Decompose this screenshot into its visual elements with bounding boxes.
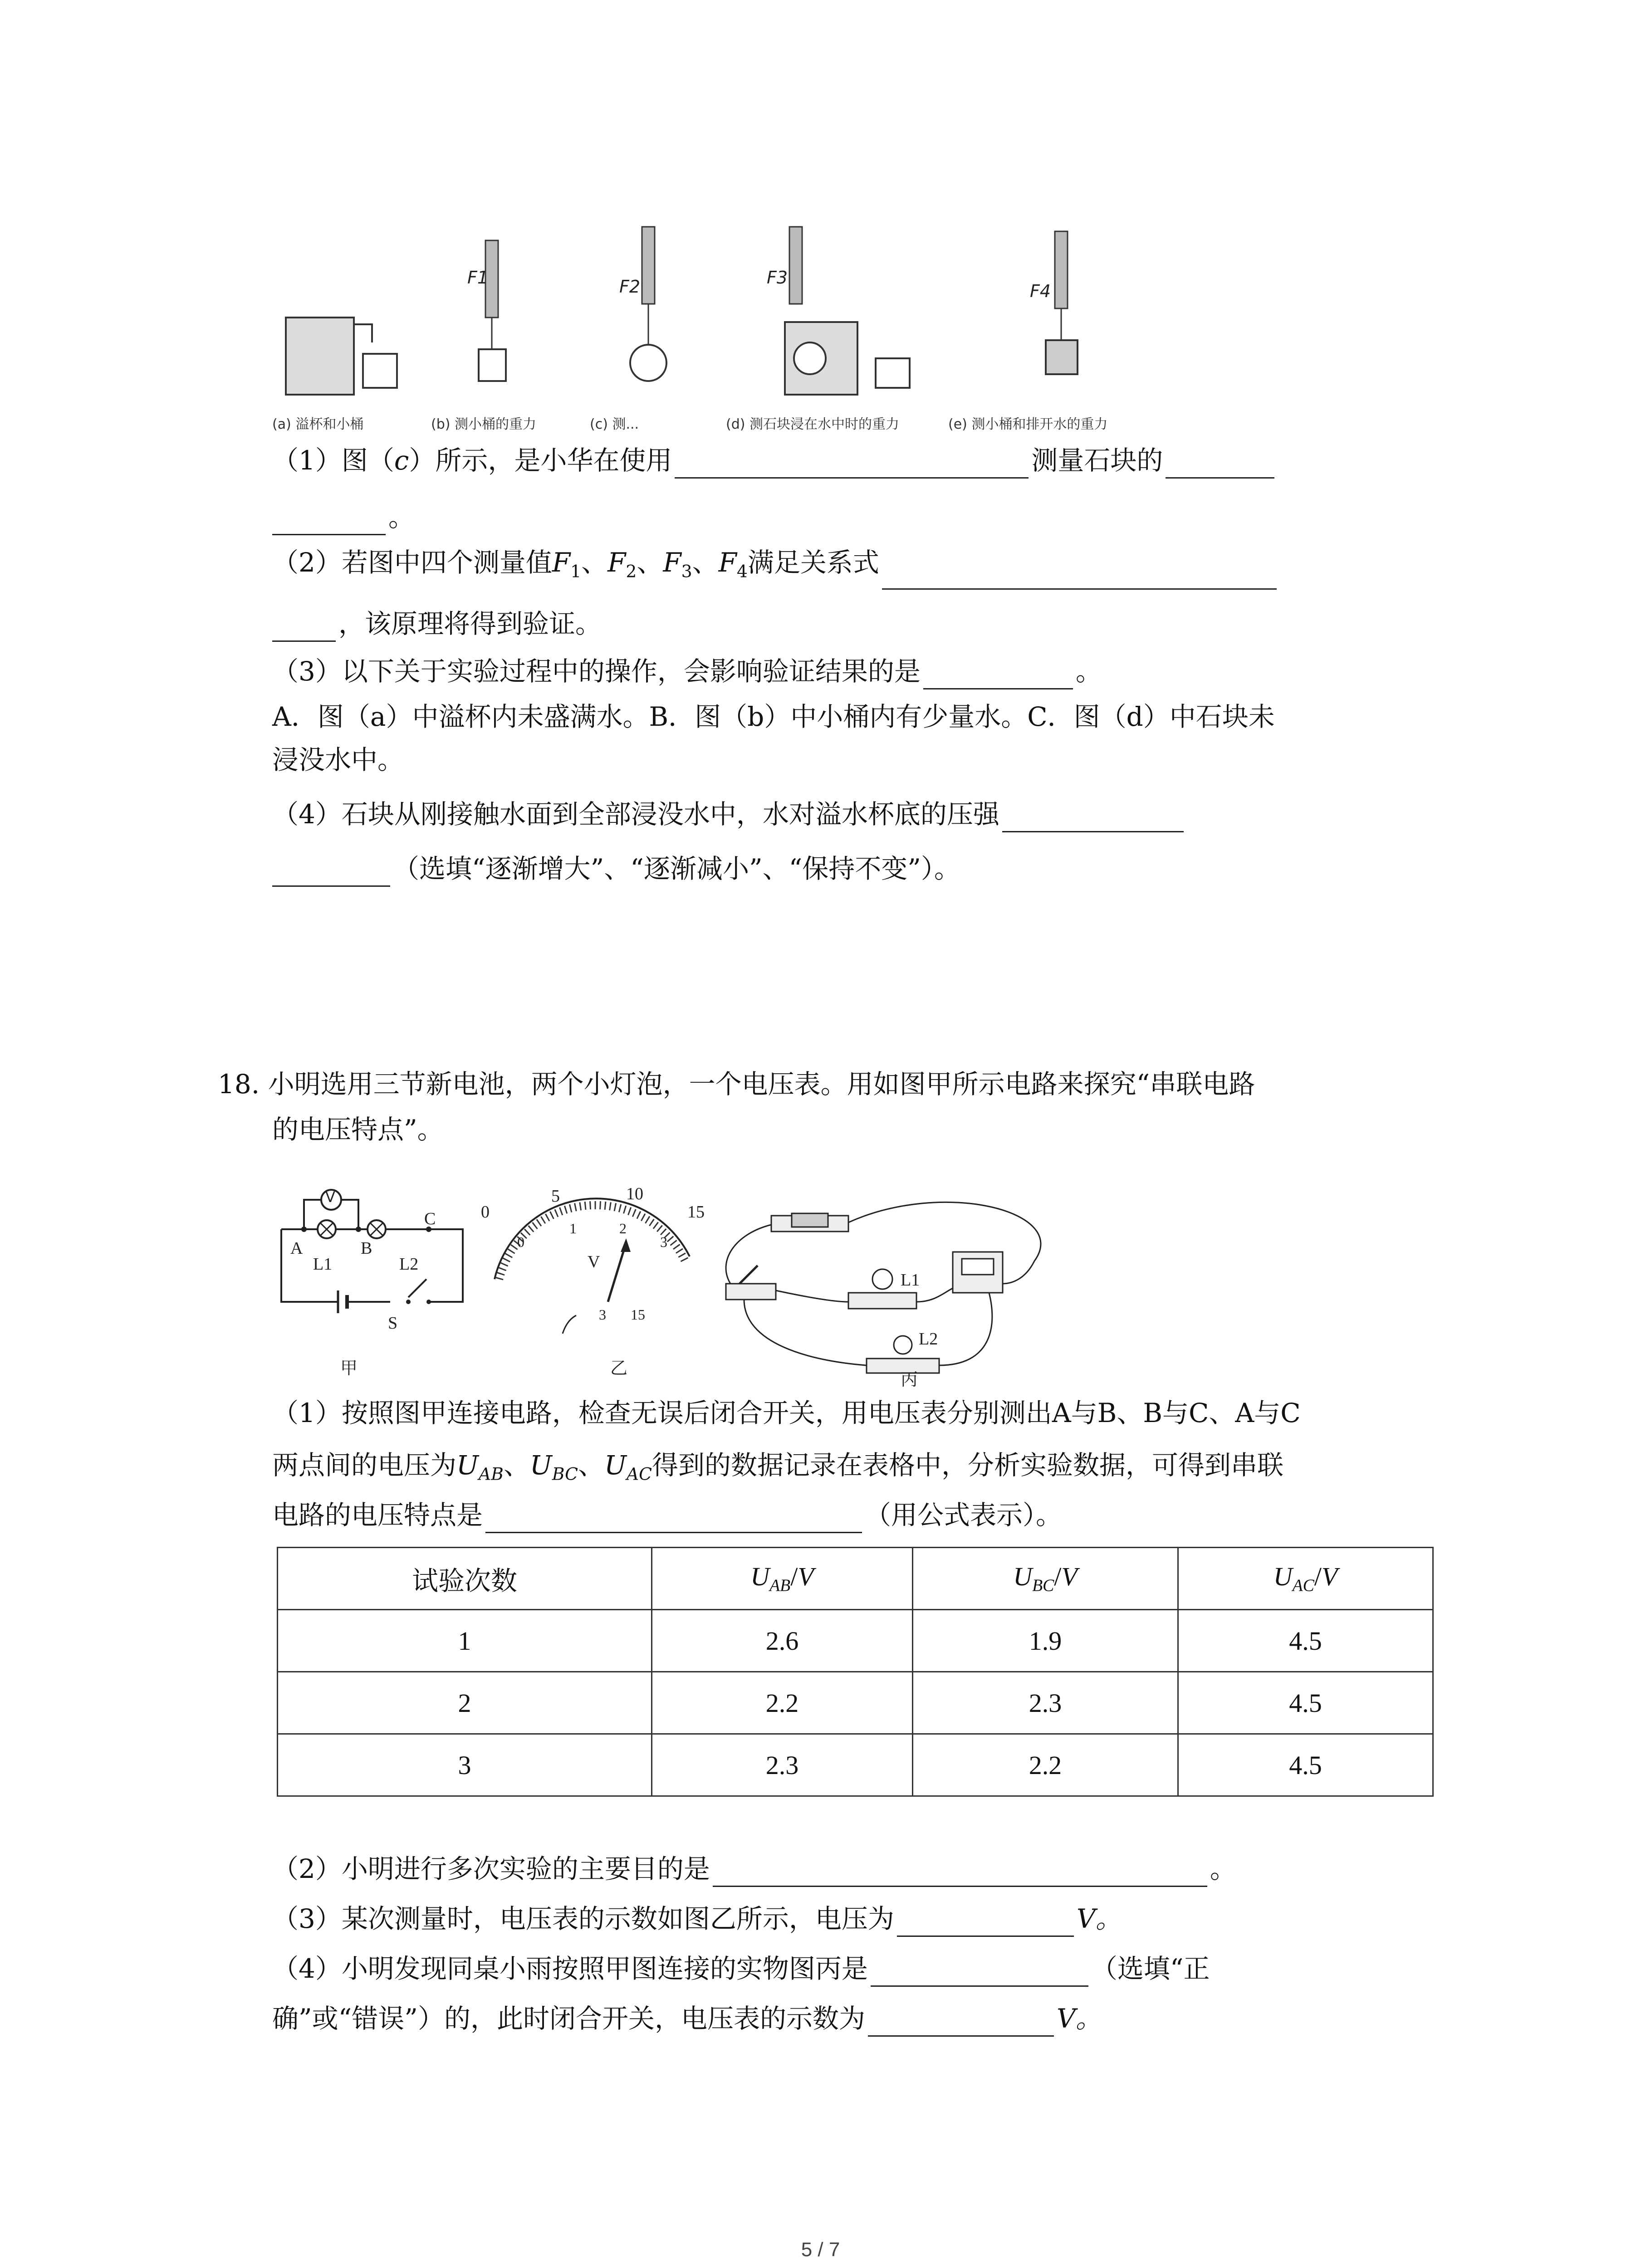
answer-blank[interactable] <box>272 613 336 642</box>
meter-unit: V <box>588 1252 600 1271</box>
page-number: 5 / 7 <box>801 2239 840 2261</box>
overflow-cup-a <box>286 318 397 395</box>
label-f1: F1 <box>467 268 489 288</box>
spring-scale-d <box>785 227 910 395</box>
table-cell: 2.3 <box>652 1734 913 1796</box>
circuit-label-l1: L1 <box>313 1255 333 1274</box>
q18-part4: （4）小明发现同桌小雨按照甲图连接的实物图丙是 （选填“正 <box>272 1950 1210 1987</box>
meter-tick-15: 15 <box>687 1202 705 1222</box>
data-table <box>277 1547 1434 1797</box>
answer-blank[interactable] <box>1166 450 1274 479</box>
answer-blank[interactable] <box>882 561 1277 590</box>
circuit-label-s: S <box>388 1314 398 1333</box>
meter-tick-5: 5 <box>551 1187 560 1206</box>
circuit-label-b: B <box>361 1239 372 1258</box>
answer-blank[interactable] <box>485 1505 862 1533</box>
answer-blank[interactable] <box>923 661 1073 689</box>
meter-terminal-15: 15 <box>631 1306 645 1323</box>
q17-part4-cont: （选填“逐渐增大”、“逐渐减小”、“保持不变”）。 <box>272 850 960 887</box>
caption-d: (d) 测石块浸在水中时的重力 <box>726 416 899 432</box>
answer-blank[interactable] <box>272 507 386 535</box>
header-uac: $U_{AC}/V$ <box>1178 1548 1433 1610</box>
q18-part1: （1）按照图甲连接电路，检查无误后闭合开关，用电压表分别测出A与B、B与C、A与C <box>272 1398 1301 1428</box>
caption-e: (e) 测小桶和排开水的重力 <box>948 416 1108 432</box>
table-row <box>278 1734 1433 1796</box>
table-cell: 2.3 <box>913 1672 1178 1734</box>
table-cell: 1 <box>278 1610 652 1672</box>
circuit-label-l2: L2 <box>399 1255 419 1274</box>
answer-blank[interactable] <box>868 2008 1054 2037</box>
caption-c: (c) 测... <box>590 416 639 432</box>
answer-blank[interactable] <box>272 858 390 887</box>
physical-label-l2: L2 <box>919 1330 938 1349</box>
table-cell: 4.5 <box>1178 1734 1433 1796</box>
table-header <box>278 1548 1433 1610</box>
q17-part3-options-cont: 浸没水中。 <box>272 744 404 775</box>
q18-part3: （3）某次测量时，电压表的示数如图乙所示，电压为 V。 <box>272 1901 1122 1937</box>
header-ubc: $U_{BC}/V$ <box>913 1548 1178 1610</box>
physical-circuit-bing <box>717 1193 1080 1374</box>
meter-sub-2: 2 <box>619 1220 627 1237</box>
label-f3: F3 <box>767 268 788 288</box>
circuit-label-v: V <box>325 1188 335 1206</box>
q17-part2: （2）若图中四个测量值$F_1$、$F_2$、$F_3$、$F_4$满足关系式 <box>272 544 1279 590</box>
spring-scale-b <box>479 240 506 381</box>
q18-stem-cont: 的电压特点”。 <box>272 1114 444 1145</box>
answer-blank[interactable] <box>1002 804 1184 832</box>
q18-stem: 18. 小明选用三节新电池，两个小灯泡，一个电压表。用如图甲所示电路来探究“串联电路 <box>218 1069 1255 1100</box>
answer-blank[interactable] <box>713 1858 1207 1887</box>
q17-part3-options: A．图（a）中溢杯内未盛满水。B．图（b）中小桶内有少量水。C．图（d）中石块未 <box>272 701 1275 732</box>
answer-blank[interactable] <box>675 450 1029 479</box>
meter-sub-0: 0 <box>517 1234 524 1250</box>
figure-label-jia: 甲 <box>340 1358 358 1378</box>
caption-b: (b) 测小桶的重力 <box>431 416 536 432</box>
header-trial: 试验次数 <box>278 1548 652 1610</box>
table-row <box>278 1610 1433 1672</box>
table-row <box>278 1672 1433 1734</box>
table-cell: 4.5 <box>1178 1672 1433 1734</box>
table-cell: 2.6 <box>652 1610 913 1672</box>
figure-label-bing: 丙 <box>901 1369 918 1389</box>
answer-blank[interactable] <box>897 1908 1074 1937</box>
header-uab: $U_{AB}/V$ <box>652 1548 913 1610</box>
q18-part2: （2）小明进行多次实验的主要目的是 。 <box>272 1851 1236 1887</box>
label-f4: F4 <box>1030 281 1051 301</box>
meter-tick-10: 10 <box>626 1184 643 1203</box>
meter-tick-0: 0 <box>481 1202 490 1222</box>
meter-sub-3: 3 <box>660 1234 667 1250</box>
buoyancy-experiment-figure <box>272 213 1202 408</box>
q17-part1-cont: 。 <box>272 499 415 535</box>
q18-part4-cont: 确”或“错误”）的，此时闭合开关，电压表的示数为 V。 <box>272 2000 1102 2037</box>
caption-a: (a) 溢杯和小桶 <box>272 416 364 432</box>
meter-sub-1: 1 <box>569 1220 577 1237</box>
circuit-label-a: A <box>290 1239 303 1258</box>
physical-label-l1: L1 <box>901 1271 920 1290</box>
table-cell: 4.5 <box>1178 1610 1433 1672</box>
meter-terminal-3: 3 <box>599 1306 606 1323</box>
table-cell: 3 <box>278 1734 652 1796</box>
q18-part1-cont2: 电路的电压特点是 （用公式表示）。 <box>272 1497 1062 1533</box>
figure-label-yi: 乙 <box>610 1358 628 1378</box>
table-cell: 1.9 <box>913 1610 1178 1672</box>
q17-part2-cont: ，该原理将得到验证。 <box>272 606 602 642</box>
answer-blank[interactable] <box>871 1958 1088 1987</box>
q17-part3: （3）以下关于实验过程中的操作，会影响验证结果的是 。 <box>272 653 1102 689</box>
table-cell: 2.2 <box>913 1734 1178 1796</box>
table-cell: 2 <box>278 1672 652 1734</box>
q18-part1-cont: 两点间的电压为$U_{AB}$、$U_{BC}$、$U_{AC}$得到的数据记录在表格中，分析实验数据，可得到串联 <box>272 1450 1283 1484</box>
q17-part4: （4）石块从刚接触水面到全部浸没水中，水对溢水杯底的压强 <box>272 796 1186 832</box>
q17-part1: （1）图（c）所示，是小华在使用 测量石块的 <box>272 442 1277 479</box>
spring-scale-c <box>630 227 666 381</box>
label-f2: F2 <box>619 277 641 297</box>
circuit-diagram-jia <box>272 1175 476 1338</box>
spring-scale-e <box>1046 231 1078 374</box>
table-cell: 2.2 <box>652 1672 913 1734</box>
circuit-label-c: C <box>424 1209 436 1228</box>
